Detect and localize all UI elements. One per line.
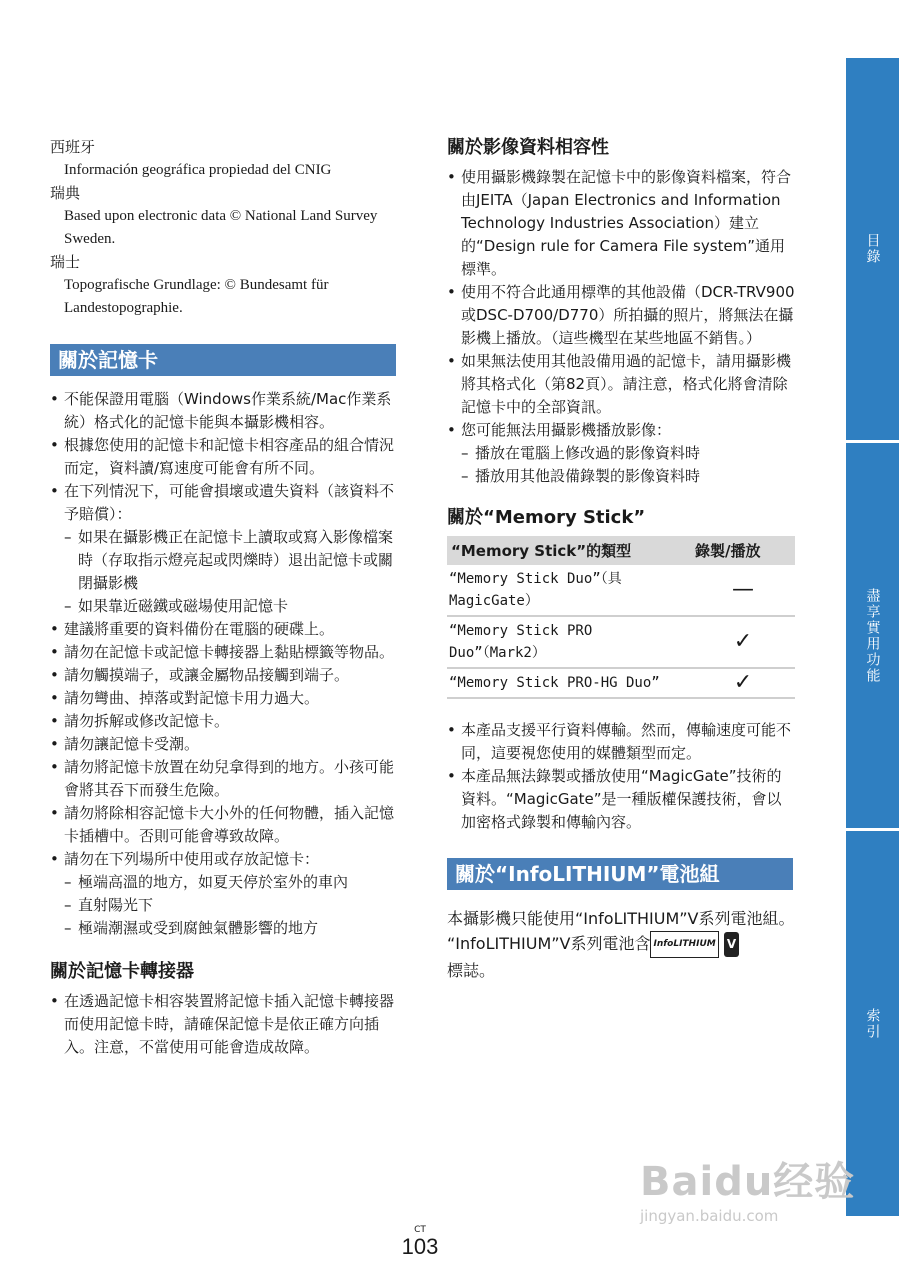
battery-logo-para	[447, 931, 795, 983]
table-cell: “Memory Stick PRO Duo”（Mark2）	[447, 616, 691, 668]
section-title-compat: 關於影像資料相容性	[447, 137, 609, 158]
section-title-memory-card: 關於記憶卡	[50, 344, 396, 376]
list-subitem: – 播放在電腦上修改過的影像資料時	[447, 442, 795, 465]
credits	[50, 136, 396, 320]
table-row	[447, 565, 795, 616]
credit-country: 瑞士	[50, 253, 81, 271]
list-item: • 請勿觸摸端子，或讓金屬物品接觸到端子。	[50, 664, 396, 687]
section-title-adapter: 關於記憶卡轉接器	[50, 961, 194, 982]
page-num: 103	[401, 1234, 439, 1259]
section-title-battery: 關於“InfoLITHIUM”電池組	[447, 858, 793, 890]
list-item: • 請勿在記憶卡或記憶卡轉接器上黏貼標籤等物品。	[50, 641, 396, 664]
list-item: • 請勿拆解或修改記憶卡。	[50, 710, 396, 733]
v-series-logo-icon: V	[724, 932, 739, 957]
list-subitem: – 極端潮濕或受到腐蝕氣體影響的地方	[50, 917, 396, 940]
adapter-list	[50, 990, 396, 1059]
table-cell: —	[691, 565, 795, 616]
list-item: • 請勿在下列場所中使用或存放記憶卡：	[50, 848, 396, 871]
infolithium-logo-icon: InfoLITHIUM	[650, 931, 718, 958]
credit-text: Información geográfica propiedad del CNIG	[64, 162, 332, 178]
list-item: • 請勿讓記憶卡受潮。	[50, 733, 396, 756]
list-item: • 使用不符合此通用標準的其他設備（DCR-TRV900或DSC-D700/D770）所拍攝的照片，將無法在攝影機上播放。（這些機型在某些地區不銷售。）	[447, 281, 795, 350]
compat-list	[447, 166, 795, 488]
credit-text: Based upon electronic data © National Land Survey Sweden.	[64, 208, 378, 247]
memory-card-list	[50, 388, 396, 940]
credit-text: Topografische Grundlage: © Bundesamt für Landestopographie.	[64, 277, 329, 316]
list-item: • 建議將重要的資料備份在電腦的硬碟上。	[50, 618, 396, 641]
list-subitem: – 直射陽光下	[50, 894, 396, 917]
watermark-url: jingyan.baidu.com	[640, 1207, 779, 1225]
list-item: • 如果無法使用其他設備用過的記憶卡，請用攝影機將其格式化（第82頁）。請注意，格式化將會清除記憶卡中的全部資訊。	[447, 350, 795, 419]
memory-stick-table	[447, 536, 795, 699]
list-item: • 本產品無法錄製或播放使用“MagicGate”技術的資料。“MagicGate”是一種版權保護技術，會以加密格式錄製和傳輸內容。	[447, 765, 795, 834]
table-row	[447, 668, 795, 698]
list-subitem: – 播放用其他設備錄製的影像資料時	[447, 465, 795, 488]
list-subitem: – 如果靠近磁鐵或磁場使用記憶卡	[50, 595, 396, 618]
battery-para-text: 標誌。	[447, 961, 496, 980]
table-cell: ✓	[691, 668, 795, 698]
list-item: • 請勿彎曲、掉落或對記憶卡用力過大。	[50, 687, 396, 710]
right-column	[447, 136, 795, 983]
list-item: • 請勿將除相容記憶卡大小外的任何物體，插入記憶卡插槽中。否則可能會導致故障。	[50, 802, 396, 848]
list-item: • 在下列情況下，可能會損壞或遺失資料（該資料不予賠償）：	[50, 480, 396, 526]
credit-country: 瑞典	[50, 184, 81, 202]
table-row	[447, 616, 795, 668]
left-column	[50, 136, 396, 320]
list-item: • 在透過記憶卡相容裝置將記憶卡插入記憶卡轉接器而使用記憶卡時，請確保記憶卡是依正確方向插入。注意，不當使用可能會造成故障。	[50, 990, 396, 1059]
list-subitem: – 如果在攝影機正在記憶卡上讀取或寫入影像檔案時（存取指示燈亮起或閃爍時）退出記憶卡或關閉攝影機	[50, 526, 396, 595]
table-cell: “Memory Stick PRO-HG Duo”	[447, 668, 691, 698]
memory-card-section	[50, 388, 396, 1059]
credit-country: 西班牙	[50, 138, 96, 156]
side-tab-index[interactable]: 索引	[846, 831, 899, 1216]
table-header: 錄製/播放	[691, 536, 795, 565]
section-title-memory-stick: 關於“Memory Stick”	[447, 507, 646, 528]
table-cell: “Memory Stick Duo”（具MagicGate）	[447, 565, 691, 616]
watermark	[640, 1150, 855, 1225]
list-item: • 請勿將記憶卡放置在幼兒拿得到的地方。小孩可能會將其吞下而發生危險。	[50, 756, 396, 802]
list-item: • 本產品支援平行資料傳輸。然而，傳輸速度可能不同，這要視您使用的媒體類型而定。	[447, 719, 795, 765]
memory-stick-notes	[447, 719, 795, 834]
battery-para-text: “InfoLITHIUM”V系列電池含	[447, 934, 651, 953]
page-lang: CT	[414, 1225, 426, 1235]
page-number	[400, 1225, 440, 1259]
battery-para: 本攝影機只能使用“InfoLITHIUM”V系列電池組。	[447, 909, 795, 928]
list-item: • 根據您使用的記憶卡和記憶卡相容產品的組合情況而定，資料讀/寫速度可能會有所不同。	[50, 434, 396, 480]
side-tab-contents[interactable]: 目錄	[846, 58, 899, 440]
list-item: • 使用攝影機錄製在記憶卡中的影像資料檔案，符合由JEITA（Japan Electronics and Information Technology Industries Association）建立的“Design rule for Camera File system”通用標準。	[447, 166, 795, 281]
list-item: • 不能保證用電腦（Windows作業系統/Mac作業系統）格式化的記憶卡能與本攝影機相容。	[50, 388, 396, 434]
watermark-logo: Baidu经验	[640, 1159, 856, 1205]
table-cell: ✓	[691, 616, 795, 668]
list-subitem: – 極端高溫的地方，如夏天停於室外的車內	[50, 871, 396, 894]
table-header: “Memory Stick”的類型	[447, 536, 691, 565]
side-tab-features[interactable]: 盡享實用功能	[846, 443, 899, 828]
list-item: • 您可能無法用攝影機播放影像：	[447, 419, 795, 442]
